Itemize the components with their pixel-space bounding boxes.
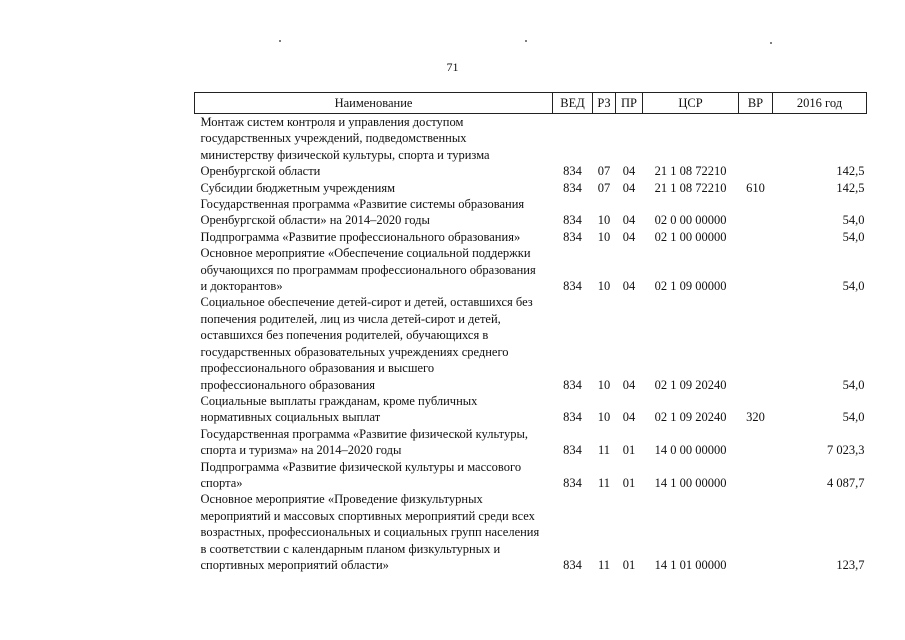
row-csr: 02 0 00 00000 xyxy=(654,213,727,228)
row-amount: 54,0 xyxy=(842,410,865,425)
row-name xyxy=(195,459,553,492)
row-name-line: возрастных, профессиональных и социальных групп населения xyxy=(200,525,540,540)
row-pr: 04 xyxy=(622,164,636,179)
row-ved: 834 xyxy=(563,180,582,195)
row-name-line: Государственная программа «Развитие физической культуры, xyxy=(200,426,529,441)
row-csr: 14 1 01 00000 xyxy=(654,557,727,572)
table-row xyxy=(195,426,867,459)
row-vr xyxy=(739,114,773,180)
row-rz: 07 xyxy=(597,164,611,179)
row-vr xyxy=(739,491,773,573)
row-name-line: спорта» xyxy=(200,475,243,490)
table-header-row xyxy=(195,93,867,114)
row-name-line: нормативных социальных выплат xyxy=(200,410,381,425)
row-csr: 21 1 08 72210 xyxy=(654,180,727,195)
table-body xyxy=(195,114,867,574)
row-name-line: Социальное обеспечение детей-сирот и детей, оставшихся без xyxy=(200,295,533,310)
scan-dot-right xyxy=(770,42,772,44)
header-csr: ЦСР xyxy=(643,93,739,114)
row-name-line: попечения родителей, лиц из числа детей-сирот и детей, xyxy=(200,311,501,326)
row-name-line: обучающихся по программам профессионального образования xyxy=(200,262,536,277)
row-name xyxy=(195,245,553,294)
budget-table xyxy=(194,92,867,573)
table-row xyxy=(195,491,867,573)
row-csr: 14 0 00 00000 xyxy=(654,443,727,458)
row-csr: 14 1 00 00000 xyxy=(654,475,727,490)
row-pr: 01 xyxy=(622,443,636,458)
page-number: 71 xyxy=(446,60,459,74)
row-name-line: профессионального образования и высшего xyxy=(200,361,435,376)
row-vr xyxy=(739,426,773,459)
row-csr: 02 1 09 20240 xyxy=(654,377,727,392)
table-row xyxy=(195,196,867,229)
row-vr xyxy=(739,294,773,392)
row-rz: 11 xyxy=(597,475,611,490)
row-ved: 834 xyxy=(563,164,582,179)
row-vr xyxy=(739,459,773,492)
row-ved: 834 xyxy=(563,475,582,490)
scan-dot-center xyxy=(525,40,527,42)
row-pr: 04 xyxy=(622,377,636,392)
table-row xyxy=(195,229,867,245)
row-amount: 142,5 xyxy=(836,164,865,179)
row-vr xyxy=(739,196,773,229)
row-name-line: Основное мероприятие «Обеспечение социальной поддержки xyxy=(200,246,531,261)
row-amount: 54,0 xyxy=(842,377,865,392)
row-rz: 07 xyxy=(597,180,611,195)
row-ved: 834 xyxy=(563,229,582,244)
row-name-line: Оренбургской области xyxy=(200,164,321,179)
row-name xyxy=(195,229,553,245)
row-name xyxy=(195,491,553,573)
header-year: 2016 год xyxy=(773,93,867,114)
row-name-line: Оренбургской области» на 2014–2020 годы xyxy=(200,213,430,228)
row-vr xyxy=(739,245,773,294)
row-name-line: спорта и туризма» на 2014–2020 годы xyxy=(200,443,402,458)
row-ved: 834 xyxy=(563,279,582,294)
row-name-line: профессионального образования xyxy=(200,377,376,392)
row-ved: 834 xyxy=(563,213,582,228)
row-name-line: Субсидии бюджетным учреждениям xyxy=(200,180,396,195)
row-amount: 7 023,3 xyxy=(827,443,865,458)
table-row xyxy=(195,245,867,294)
table-row xyxy=(195,294,867,392)
row-name-line: спортивных мероприятий области» xyxy=(200,557,389,572)
row-amount: 142,5 xyxy=(836,180,865,195)
row-name xyxy=(195,114,553,180)
row-pr: 04 xyxy=(622,229,636,244)
header-pr: ПР xyxy=(616,93,643,114)
row-ved: 834 xyxy=(563,410,582,425)
row-name-line: Подпрограмма «Развитие профессионального образования» xyxy=(200,229,521,244)
row-name-line: Подпрограмма «Развитие физической культуры и массового xyxy=(200,459,522,474)
row-amount: 54,0 xyxy=(842,279,865,294)
row-name-line: Социальные выплаты гражданам, кроме публичных xyxy=(200,393,478,408)
row-vr: 610 xyxy=(746,180,765,195)
row-vr: 320 xyxy=(746,410,765,425)
row-rz: 10 xyxy=(597,410,611,425)
row-pr: 01 xyxy=(622,475,636,490)
row-ved: 834 xyxy=(563,377,582,392)
table-row xyxy=(195,459,867,492)
row-name xyxy=(195,426,553,459)
table-row xyxy=(195,114,867,180)
row-ved: 834 xyxy=(563,443,582,458)
row-pr: 04 xyxy=(622,410,636,425)
row-csr: 21 1 08 72210 xyxy=(654,164,727,179)
header-name: Наименование xyxy=(195,93,553,114)
row-csr: 02 1 00 00000 xyxy=(654,229,727,244)
row-amount: 54,0 xyxy=(842,213,865,228)
row-name xyxy=(195,180,553,196)
row-name-line: государственных образовательных учреждениях среднего xyxy=(200,344,509,359)
row-name-line: мероприятий и массовых спортивных мероприятий среди всех xyxy=(200,508,535,523)
row-pr: 04 xyxy=(622,279,636,294)
row-rz: 10 xyxy=(597,213,611,228)
row-amount: 4 087,7 xyxy=(827,475,865,490)
row-name-line: в соответствии с календарным планом физкультурных и xyxy=(200,541,501,556)
row-name-line: и докторантов» xyxy=(200,279,283,294)
row-pr: 04 xyxy=(622,180,636,195)
row-rz: 10 xyxy=(597,377,611,392)
row-amount: 123,7 xyxy=(836,557,865,572)
row-name xyxy=(195,196,553,229)
table-row xyxy=(195,180,867,196)
row-amount: 54,0 xyxy=(842,229,865,244)
row-name xyxy=(195,294,553,392)
row-rz: 11 xyxy=(597,443,611,458)
header-rz: РЗ xyxy=(593,93,616,114)
scan-dot-left xyxy=(279,40,281,42)
row-rz: 10 xyxy=(597,229,611,244)
row-name-line: Монтаж систем контроля и управления доступом xyxy=(200,115,464,129)
row-name-line: оставшихся без попечения родителей, обучающихся в xyxy=(200,328,489,343)
row-csr: 02 1 09 20240 xyxy=(654,410,727,425)
row-pr: 01 xyxy=(622,557,636,572)
row-ved: 834 xyxy=(563,557,582,572)
row-rz: 10 xyxy=(597,279,611,294)
row-name xyxy=(195,393,553,426)
row-name-line: министерству физической культуры, спорта и туризма xyxy=(200,147,490,162)
row-pr: 04 xyxy=(622,213,636,228)
table-row xyxy=(195,393,867,426)
row-name-line: государственных учреждений, подведомственных xyxy=(200,131,467,146)
row-vr xyxy=(739,229,773,245)
header-ved: ВЕД xyxy=(553,93,593,114)
header-vr: ВР xyxy=(739,93,773,114)
row-name-line: Основное мероприятие «Проведение физкультурных xyxy=(200,492,483,507)
row-name-line: Государственная программа «Развитие системы образования xyxy=(200,197,525,212)
row-rz: 11 xyxy=(597,557,611,572)
row-csr: 02 1 09 00000 xyxy=(654,279,727,294)
